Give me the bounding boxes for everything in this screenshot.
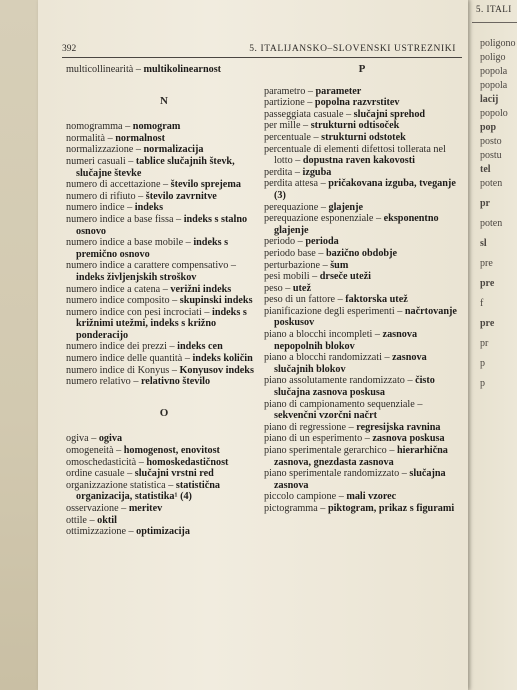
next-page-fragment: pr	[480, 198, 490, 209]
slovenian-term: zasnova poskusa	[372, 433, 445, 445]
italian-term: percentuale di elementi difettosi tollerata nel lotto	[264, 143, 446, 167]
glossary-entry: omoschedasticità – homoskedastičnost	[66, 456, 229, 468]
section-letter: O	[159, 406, 169, 419]
slovenian-term: verižni indeks	[170, 283, 232, 295]
italian-term: omoschedasticità	[66, 456, 137, 468]
next-page-header: 5. ITALI	[476, 4, 512, 14]
slovenian-term: multikolinearnost	[143, 64, 222, 75]
slovenian-term: skupinski indeks	[179, 295, 253, 307]
next-page-fragment: pr	[480, 338, 489, 349]
slovenian-term: optimizacija	[136, 526, 190, 538]
header-rule	[62, 57, 462, 58]
glossary-entry: piano a blocchi randomizzati – zasnova slučajnih blokov	[264, 352, 427, 375]
glossary-entry: ordine casuale – slučajni vrstni red	[66, 468, 214, 480]
slovenian-term: glajenje	[328, 201, 364, 213]
italian-term: periodo	[264, 236, 296, 248]
italian-term: perequazione	[264, 201, 319, 213]
italian-term: ottile	[66, 514, 87, 526]
glossary-entry: omogeneità – homogenost, enovitost	[66, 445, 220, 457]
glossary-entry: periodo base – bazično obdobje	[264, 247, 398, 259]
slovenian-term: slučajna zasnova	[274, 468, 446, 491]
glossary-entry: osservazione – meritev	[66, 503, 163, 514]
slovenian-term: perioda	[305, 236, 339, 248]
glossary-entry: numeri casuali – tablice slučajnih števk, slučajne števke	[66, 155, 235, 179]
glossary-entry: partizione – popolna razvrstitev	[264, 97, 400, 109]
slovenian-term: ogiva	[98, 433, 123, 445]
italian-term: parametro	[264, 85, 306, 97]
italian-term: numero indice a base mobile	[66, 237, 184, 249]
italian-term: multicollinearità	[66, 64, 134, 75]
next-page-fragment: poligono	[480, 38, 516, 49]
slovenian-term: parameter	[315, 85, 362, 97]
italian-term: perdita	[264, 166, 293, 178]
italian-term: piano di campionamento sequenziale	[264, 398, 415, 410]
right-column	[264, 64, 460, 515]
italian-term: numero indice con pesi incrociati	[66, 306, 202, 318]
italian-term: peso	[264, 282, 283, 294]
next-page-fragment: pre	[480, 318, 495, 329]
slovenian-term: mali vzorec	[346, 491, 397, 503]
next-page-fragment: popola	[480, 66, 508, 77]
section-letter: N	[160, 94, 168, 107]
slovenian-term: šum	[330, 259, 349, 271]
glossary-entry: perturbazione – šum	[264, 259, 349, 271]
slovenian-term: normalizacija	[143, 144, 204, 156]
glossary-entry: ottile – oktil	[66, 514, 117, 526]
next-page-fragment: poten	[480, 218, 503, 229]
next-page-fragment: poligo	[480, 52, 506, 63]
italian-term: ordine casuale	[66, 468, 125, 480]
italian-term: piano a blocchi incompleti	[264, 329, 373, 341]
slovenian-term: popolna razvrstitev	[314, 97, 400, 109]
glossary-entry: numero indice – indeks	[66, 202, 164, 214]
slovenian-term: tablice slučajnih števk, slučajne števke	[76, 155, 235, 179]
slovenian-term: homogenost, enovitost	[123, 445, 220, 457]
glossary-entry: numero indice a base fissa – indeks s stalno osnovo	[66, 213, 248, 237]
slovenian-term: homoskedastičnost	[146, 456, 229, 468]
italian-term: piano di un esperimento	[264, 433, 363, 445]
slovenian-term: število zavrnitve	[145, 190, 217, 202]
glossary-entry: numero indice delle quantità – indeks količin	[66, 353, 253, 365]
slovenian-term: število sprejema	[170, 179, 241, 191]
slovenian-term: regresijska ravnina	[356, 421, 441, 433]
slovenian-term: indeks življenjskih stroškov	[76, 271, 197, 283]
slovenian-term: drseče uteži	[319, 271, 371, 283]
slovenian-term: piktogram, prikaz s figurami	[327, 502, 455, 514]
glossary-entry: perdita attesa – pričakovana izguba, tveganje (3)	[264, 178, 456, 201]
glossary-entry: pictogramma – piktogram, prikaz s figurami	[264, 502, 455, 514]
italian-term: passeggiata casuale	[264, 108, 344, 120]
slovenian-term: čisto slučajna zasnova poskusa	[274, 375, 435, 399]
slovenian-term: slučajni vrstni red	[134, 468, 214, 480]
glossary-entry: ogiva – ogiva	[66, 433, 123, 445]
glossary-entry: peso di un fattore – faktorska utež	[264, 294, 408, 306]
slovenian-term: strukturni odstotek	[321, 131, 406, 143]
next-page-fragment: posto	[480, 136, 502, 147]
italian-term: numero di rifiuto	[66, 190, 136, 202]
next-page-fragment: popola	[480, 80, 508, 91]
italian-term: normalità	[66, 132, 106, 144]
glossary-entry: nomogramma – nomogram	[66, 121, 181, 133]
running-title: 5. ITALIJANSKO–SLOVENSKI USTREZNIKI	[249, 44, 456, 54]
slovenian-term: sekvenčni vzorčni načrt	[274, 410, 377, 422]
glossary-entry: piano sperimentale randomizzato – slučajna zasnova	[264, 468, 446, 491]
italian-term: ogiva	[66, 433, 89, 445]
left-column	[66, 64, 262, 538]
slovenian-term: normalnost	[115, 132, 166, 144]
next-page-fragment: tel	[480, 164, 491, 175]
italian-term: piano assolutamente randomizzato	[264, 375, 405, 387]
glossary-entry: normalità – normalnost	[66, 132, 166, 144]
glossary-entry: numero indice composito – skupinski indeks	[66, 295, 253, 307]
slovenian-term: indeks cen	[177, 341, 223, 353]
next-page-fragment: pre	[480, 278, 495, 289]
glossary-entry: ottimizzazione – optimizacija	[66, 526, 190, 538]
next-page-fragment: f	[480, 298, 484, 309]
slovenian-term: indeks količin	[192, 353, 253, 365]
slovenian-term: bazično obdobje	[325, 247, 398, 259]
glossary-entry: numero indice a base mobile – indeks s premično osnovo	[66, 237, 229, 260]
glossary-entry: parametro – parameter	[264, 85, 362, 97]
italian-term: periodo base	[264, 247, 316, 259]
page-number: 392	[62, 44, 77, 54]
glossary-entry: per mille – strukturni odtisoček	[264, 120, 400, 132]
slovenian-term: izguba	[302, 166, 332, 178]
next-page-fragment: pre	[480, 258, 493, 269]
glossary-entry: numero indice dei prezzi – indeks cen	[66, 341, 223, 353]
italian-term: percentuale	[264, 131, 311, 143]
italian-term: numero indice di Konyus	[66, 364, 170, 376]
slovenian-term: indeks	[134, 202, 164, 214]
next-page-fragment: pop	[480, 122, 497, 133]
italian-term: ottimizzazione	[66, 526, 126, 538]
glossary-entry: perdita – izguba	[264, 166, 332, 178]
italian-term: perturbazione	[264, 259, 321, 271]
italian-term: pianificazione degli esperimenti	[264, 305, 395, 317]
slovenian-term: pričakovana izguba, tveganje (3)	[274, 178, 456, 201]
italian-term: perequazione esponenziale	[264, 213, 374, 225]
italian-term: numero di accettazione	[66, 179, 161, 191]
slovenian-term: strukturni odtisoček	[310, 120, 400, 132]
glossary-entry: numero indice a catena – verižni indeks	[66, 283, 232, 295]
glossary-entry: piano sperimentale gerarchico – hierarhična zasnova, gnezdasta zasnova	[264, 445, 448, 468]
glossary-entry: multicollinearità – multikolinearnost	[66, 64, 222, 75]
slovenian-term: indeks s križnimi utežmi, indeks s križno ponderacijo	[76, 306, 247, 341]
glossary-entry: piano di campionamento sequenziale – sekvenčni vzorčni načrt	[264, 398, 423, 422]
italian-term: organizzazione statistica	[66, 479, 166, 491]
slovenian-term: utež	[292, 282, 311, 294]
italian-term: piano a blocchi randomizzati	[264, 352, 382, 364]
glossary-entry: piccolo campione – mali vzorec	[264, 491, 397, 503]
next-page-edge	[462, 0, 517, 690]
italian-term: piccolo campione	[264, 491, 337, 503]
slovenian-term: oktil	[97, 514, 117, 526]
next-page-fragment: sl	[480, 238, 487, 249]
italian-term: piano sperimentale randomizzato	[264, 468, 400, 480]
slovenian-term: indeks s premično osnovo	[76, 237, 229, 260]
slovenian-term: relativno število	[140, 376, 211, 388]
slovenian-term: nomogram	[132, 121, 181, 133]
italian-term: numero indice delle quantità	[66, 353, 183, 365]
italian-term: normalizzazione	[66, 144, 134, 156]
glossary-entry: piano assolutamente randomizzato – čisto slučajna zasnova poskusa	[264, 375, 435, 399]
glossary-entry: pianificazione degli esperimenti – načrtovanje poskusov	[264, 305, 457, 329]
glossary-entry: numero indice con pesi incrociati – indeks s križnimi utežmi, indeks s križno ponderacijo	[66, 306, 247, 341]
glossary-entry: percentuale di elementi difettosi tollerata nel lotto – dopustna raven kakovosti	[264, 143, 446, 167]
glossary-entry: piano di regressione – regresijska ravnina	[264, 421, 441, 433]
next-page-fragment: lacij	[480, 94, 499, 105]
italian-term: numero indice composito	[66, 295, 170, 307]
glossary-entry: periodo – perioda	[264, 236, 339, 248]
slovenian-term: načrtovanje poskusov	[274, 305, 457, 329]
italian-term: piano di regressione	[264, 421, 347, 433]
italian-term: nomogramma	[66, 121, 123, 133]
glossary-entry: numero indice di Konyus – Konyusov indeks	[66, 364, 254, 376]
italian-term: per mille	[264, 120, 301, 132]
slovenian-term: slučajni sprehod	[353, 108, 426, 120]
italian-term: numeri casuali	[66, 155, 126, 167]
italian-term: osservazione	[66, 503, 119, 514]
next-page-fragment: popolo	[480, 108, 508, 119]
glossary-entry: perequazione esponenziale – eksponentno glajenje	[264, 213, 439, 236]
running-header	[62, 42, 462, 58]
next-page-fragment: p	[480, 358, 485, 369]
slovenian-term: statistična organizacija, statistika¹ (4)	[76, 479, 221, 503]
italian-term: omogeneità	[66, 445, 114, 457]
glossary-entry: normalizzazione – normalizacija	[66, 144, 204, 156]
next-page-fragment: p	[480, 378, 485, 389]
italian-term: perdita attesa	[264, 178, 319, 190]
italian-term: pesi mobili	[264, 271, 310, 283]
italian-term: pictogramma	[264, 502, 318, 514]
glossary-entry: percentuale – strukturni odstotek	[264, 131, 406, 143]
italian-term: piano sperimentale gerarchico	[264, 445, 387, 456]
glossary-entry: passeggiata casuale – slučajni sprehod	[264, 108, 426, 120]
glossary-entry: piano di un esperimento – zasnova poskusa	[264, 433, 445, 445]
glossary-entry: numero indice a carattere compensativo – indeks življenjskih stroškov	[66, 260, 236, 283]
glossary-entry: peso – utež	[264, 282, 311, 294]
glossary-entry: pesi mobili – drseče uteži	[264, 271, 371, 283]
italian-term: numero relativo	[66, 376, 131, 388]
slovenian-term: meritev	[128, 503, 163, 514]
next-page-rule	[472, 22, 517, 23]
slovenian-term: hierarhična zasnova, gnezdasta zasnova	[274, 445, 448, 468]
glossary-entry: perequazione – glajenje	[264, 201, 364, 213]
slovenian-term: faktorska utež	[345, 294, 408, 306]
italian-term: partizione	[264, 97, 305, 109]
next-page-fragment: poten	[480, 178, 503, 189]
slovenian-term: Konyusov indeks	[179, 364, 254, 376]
glossary-entry: numero di accettazione – število sprejema	[66, 179, 241, 191]
italian-term: numero indice	[66, 202, 125, 214]
slovenian-term: dopustna raven kakovosti	[302, 155, 415, 167]
slovenian-term: indeks s stalno osnovo	[76, 213, 248, 237]
next-page-fragment: postu	[480, 150, 502, 161]
book-page	[38, 0, 468, 690]
slovenian-term: zasnova slučajnih blokov	[274, 352, 427, 375]
slovenian-term: zasnova nepopolnih blokov	[274, 329, 418, 352]
italian-term: numero indice a carattere compensativo	[66, 260, 229, 272]
section-letter: P	[358, 63, 366, 75]
slovenian-term: eksponentno glajenje	[274, 213, 439, 236]
glossary-entry: piano a blocchi incompleti – zasnova nepopolnih blokov	[264, 329, 418, 352]
italian-term: numero indice dei prezzi	[66, 341, 167, 353]
glossary-entry: organizzazione statistica – statistična organizacija, statistika¹ (4)	[66, 479, 221, 503]
italian-term: numero indice a catena	[66, 283, 161, 295]
glossary-entry: numero relativo – relativno število	[66, 376, 211, 388]
italian-term: numero indice a base fissa	[66, 213, 174, 225]
italian-term: peso di un fattore	[264, 294, 336, 306]
glossary-entry: numero di rifiuto – število zavrnitve	[66, 190, 217, 202]
